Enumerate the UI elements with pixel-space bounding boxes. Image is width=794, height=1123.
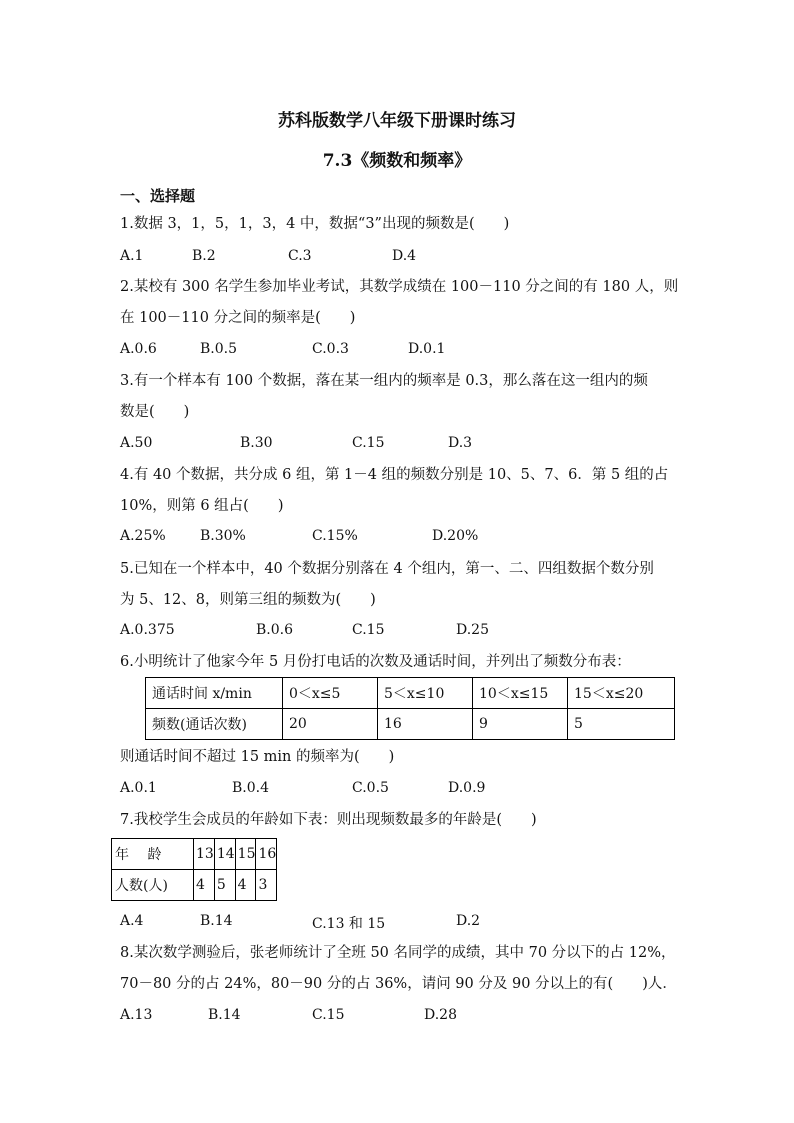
call-frequency-table [145, 677, 675, 740]
option-a: A.4 [120, 913, 144, 929]
table-cell: 通话时间 x/min [146, 678, 283, 709]
table-cell: 9 [473, 709, 568, 740]
table-cell: 0＜x≤5 [283, 678, 378, 709]
table-cell: 频数(通话次数) [146, 709, 283, 740]
page-subtitle: 7.3《频数和频率》 [322, 151, 472, 171]
option-b: B.0.6 [256, 622, 294, 638]
option-a: A.25% [120, 528, 166, 544]
option-d: D.3 [448, 435, 473, 451]
page-title: 苏科版数学八年级下册课时练习 [278, 111, 516, 131]
table-cell: 15 [235, 839, 256, 870]
option-c: C.15 [352, 622, 385, 638]
question-6-options [120, 780, 720, 798]
question-3-text-line2: 数是( ) [120, 404, 190, 420]
option-c: C.3 [288, 248, 312, 264]
question-4-text: 4.有 40 个数据，共分成 6 组，第 1－4 组的频数分别是 10、5、7、6．第 5 组的占 [120, 467, 669, 483]
option-c: C.13 和 15 [312, 916, 386, 932]
question-2-text: 2.某校有 300 名学生参加毕业考试，其数学成绩在 100－110 分之间的有 180 人，则 [120, 279, 679, 295]
option-b: B.30% [200, 528, 246, 544]
option-b: B.30 [240, 435, 273, 451]
option-b: B.14 [200, 913, 233, 929]
option-a: A.13 [120, 1007, 153, 1023]
question-4-options [120, 528, 720, 546]
table-header-row [146, 678, 675, 709]
question-3-text: 3.有一个样本有 100 个数据，落在某一组内的频率是 0.3，那么落在这一组内的频 [120, 373, 648, 389]
table-cell: 年 龄 [112, 839, 194, 870]
question-4-text-line2: 10%，则第 6 组占( ) [120, 498, 284, 514]
question-6-followup: 则通话时间不超过 15 min 的频率为( ) [120, 749, 395, 765]
option-b: B.0.4 [232, 780, 270, 796]
table-cell: 16 [256, 839, 277, 870]
table-cell: 4 [235, 870, 256, 901]
option-d: D.28 [424, 1007, 457, 1023]
table-row [112, 870, 277, 901]
table-cell: 3 [256, 870, 277, 901]
question-7-text: 7.我校学生会成员的年龄如下表：则出现频数最多的年龄是( ) [120, 812, 537, 828]
question-7-options [120, 913, 720, 931]
question-8-text-line2: 70－80 分的占 24%，80－90 分的占 36%，请问 90 分及 90 分以上的有( )人． [120, 976, 677, 992]
table-cell: 5＜x≤10 [378, 678, 473, 709]
question-5-options [120, 622, 720, 640]
option-c: C.15 [352, 435, 385, 451]
table-header-row [112, 839, 277, 870]
table-cell: 5 [568, 709, 675, 740]
option-c: C.15 [312, 1007, 345, 1023]
option-d: D.0.9 [448, 780, 486, 796]
option-a: A.0.6 [120, 341, 157, 357]
option-a: A.0.375 [120, 622, 175, 638]
option-a: A.0.1 [120, 780, 157, 796]
option-d: D.20% [432, 528, 479, 544]
table-cell: 20 [283, 709, 378, 740]
table-cell: 5 [214, 870, 235, 901]
table-cell: 人数(人) [112, 870, 194, 901]
question-8-options [120, 1007, 720, 1025]
option-b: B.2 [192, 248, 216, 264]
question-5-text: 5.已知在一个样本中，40 个数据分别落在 4 个组内，第一、二、四组数据个数分别 [120, 561, 654, 577]
question-2-text-line2: 在 100－110 分之间的频率是( ) [120, 310, 356, 326]
option-a: A.50 [120, 435, 153, 451]
option-d: D.2 [456, 913, 481, 929]
age-table [111, 838, 277, 901]
option-d: D.25 [456, 622, 489, 638]
question-1-text: 1.数据 3，1，5，1，3，4 中，数据“3”出现的频数是( ) [120, 216, 510, 232]
question-6-text: 6.小明统计了他家今年 5 月份打电话的次数及通话时间，并列出了频数分布表： [120, 654, 631, 670]
option-a: A.1 [120, 248, 144, 264]
question-1-options [120, 248, 720, 266]
option-b: B.14 [208, 1007, 241, 1023]
option-b: B.0.5 [200, 341, 238, 357]
section-heading: 一、选择题 [120, 187, 196, 205]
question-5-text-line2: 为 5、12、8，则第三组的频数为( ) [120, 592, 376, 608]
question-3-options [120, 435, 720, 453]
option-d: D.0.1 [408, 341, 446, 357]
table-cell: 16 [378, 709, 473, 740]
table-cell: 13 [194, 839, 215, 870]
option-d: D.4 [392, 248, 417, 264]
question-8-text: 8.某次数学测验后，张老师统计了全班 50 名同学的成绩，其中 70 分以下的占 12%， [120, 945, 676, 961]
table-cell: 15＜x≤20 [568, 678, 675, 709]
table-cell: 14 [214, 839, 235, 870]
question-2-options [120, 341, 720, 359]
option-c: C.0.5 [352, 780, 389, 796]
table-cell: 4 [194, 870, 215, 901]
table-row [146, 709, 675, 740]
table-cell: 10＜x≤15 [473, 678, 568, 709]
option-c: C.0.3 [312, 341, 349, 357]
option-c: C.15% [312, 528, 358, 544]
